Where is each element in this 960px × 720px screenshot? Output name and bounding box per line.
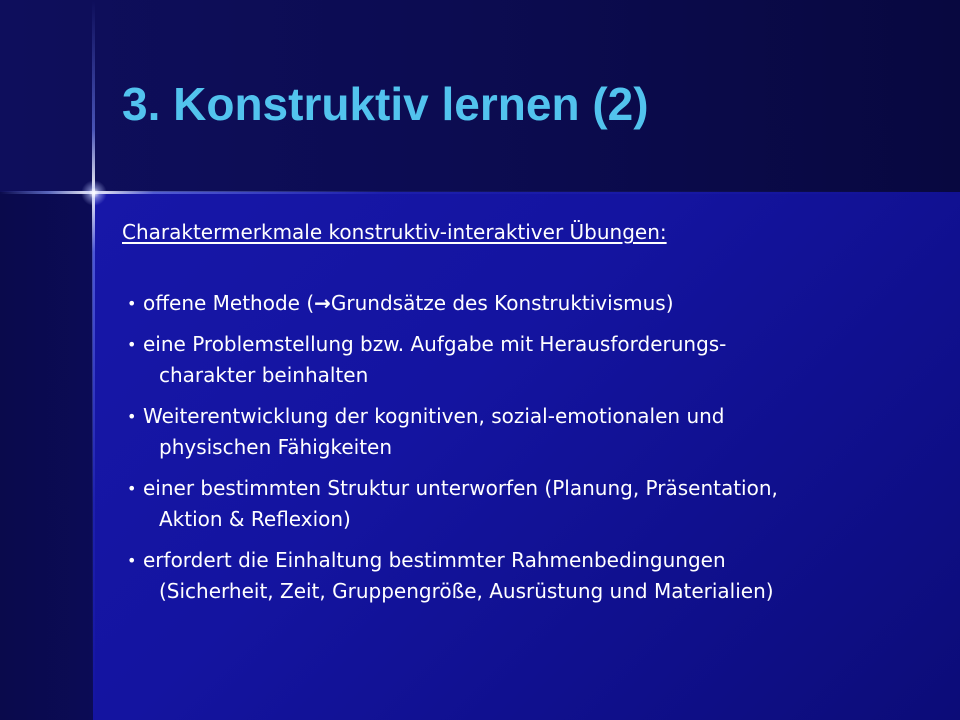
bullet-text-line2: charakter beinhalten	[159, 363, 369, 387]
bullet-item	[122, 545, 922, 607]
bullet-icon: •	[127, 479, 137, 498]
bullet-text-line1: eine Problemstellung bzw. Aufgabe mit Herausforderungs-	[143, 332, 727, 356]
light-beam-vertical	[92, 0, 95, 720]
bullet-item	[122, 401, 922, 463]
background-left-band	[0, 192, 93, 720]
bullet-icon: •	[127, 335, 137, 354]
bullet-text-line1: erfordert die Einhaltung bestimmter Rahmenbedingungen	[143, 548, 726, 572]
bullet-text-line2: (Sicherheit, Zeit, Gruppengröße, Ausrüstung und Materialien)	[159, 579, 774, 603]
bullet-icon: •	[127, 294, 137, 313]
slide-title: 3. Konstruktiv lernen (2)	[122, 78, 649, 130]
bullet-list	[122, 288, 922, 617]
bullet-icon: •	[127, 551, 137, 570]
slide-subtitle: Charaktermerkmale konstruktiv-interaktiver Übungen:	[122, 220, 667, 244]
bullet-text	[143, 288, 674, 319]
sparkle-icon	[81, 180, 107, 206]
bullet-text-line1: einer bestimmten Struktur unterworfen (Planung, Präsentation,	[143, 476, 778, 500]
bullet-item	[122, 288, 922, 319]
bullet-text-line2: physischen Fähigkeiten	[159, 435, 393, 459]
arrow-right-icon: →	[314, 291, 331, 315]
bullet-text-suffix: Grundsätze des Konstruktivismus)	[330, 291, 674, 315]
bullet-icon: •	[127, 407, 137, 426]
bullet-item	[122, 329, 922, 391]
light-beam-horizontal	[0, 191, 960, 194]
bullet-text-line2: Aktion & Reflexion)	[159, 507, 351, 531]
bullet-text-prefix: offene Methode (	[143, 291, 315, 315]
bullet-text-line1: Weiterentwicklung der kognitiven, sozial-emotionalen und	[143, 404, 725, 428]
bullet-item	[122, 473, 922, 535]
